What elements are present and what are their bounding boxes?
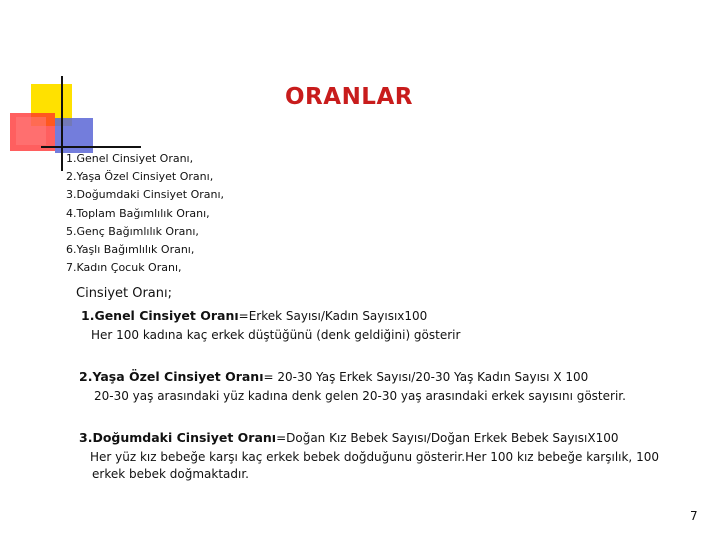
item-3-definition <box>79 430 618 445</box>
list-item: 6.Yaşlı Bağımlılık Oranı, <box>66 243 195 257</box>
item-1-label: 1.Genel Cinsiyet Oranı <box>81 308 239 323</box>
ratio-list <box>66 150 224 277</box>
decor-vertical-line <box>61 76 63 171</box>
item-2-label: 2.Yaşa Özel Cinsiyet Oranı <box>79 369 264 384</box>
item-3-label: 3.Doğumdaki Cinsiyet Oranı <box>79 430 277 445</box>
list-item: 3.Doğumdaki Cinsiyet Oranı, <box>66 188 225 202</box>
page-number: 7 <box>690 509 698 523</box>
item-3-note-cont: erkek bebek doğmaktadır. <box>92 467 249 481</box>
decor-horizontal-line <box>41 146 141 148</box>
decor-red-highlight <box>16 117 46 145</box>
list-item: 2.Yaşa Özel Cinsiyet Oranı, <box>66 170 214 184</box>
item-2-formula: = 20-30 Yaş Erkek Sayısı/20-30 Yaş Kadın Sayısı X 100 <box>263 370 589 384</box>
item-1-note: Her 100 kadına kaç erkek düştüğünü (denk geldiğini) gösterir <box>91 328 461 342</box>
page-title: ORANLAR <box>285 84 413 110</box>
list-item: 1.Genel Cinsiyet Oranı, <box>66 152 194 165</box>
item-3-note: Her yüz kız bebeğe karşı kaç erkek bebek doğduğunu gösterir.Her 100 kız bebeğe karşılık, 100 <box>90 450 659 464</box>
item-2-note: 20-30 yaş arasındaki yüz kadına denk gelen 20-30 yaş arasındaki erkek sayısını gösterir. <box>94 389 626 403</box>
item-1-formula: =Erkek Sayısı/Kadın Sayısıx100 <box>238 309 428 323</box>
list-item: 4.Toplam Bağımlılık Oranı, <box>66 206 210 220</box>
list-item: 5.Genç Bağımlılık Oranı, <box>66 224 199 238</box>
list-item: 7.Kadın Çocuk Oranı, <box>66 261 182 275</box>
item-2-definition <box>79 369 588 384</box>
item-3-formula: =Doğan Kız Bebek Sayısı/Doğan Erkek Bebek SayısıX100 <box>276 431 619 445</box>
section-heading: Cinsiyet Oranı; <box>76 286 173 301</box>
item-1-definition <box>81 308 427 323</box>
